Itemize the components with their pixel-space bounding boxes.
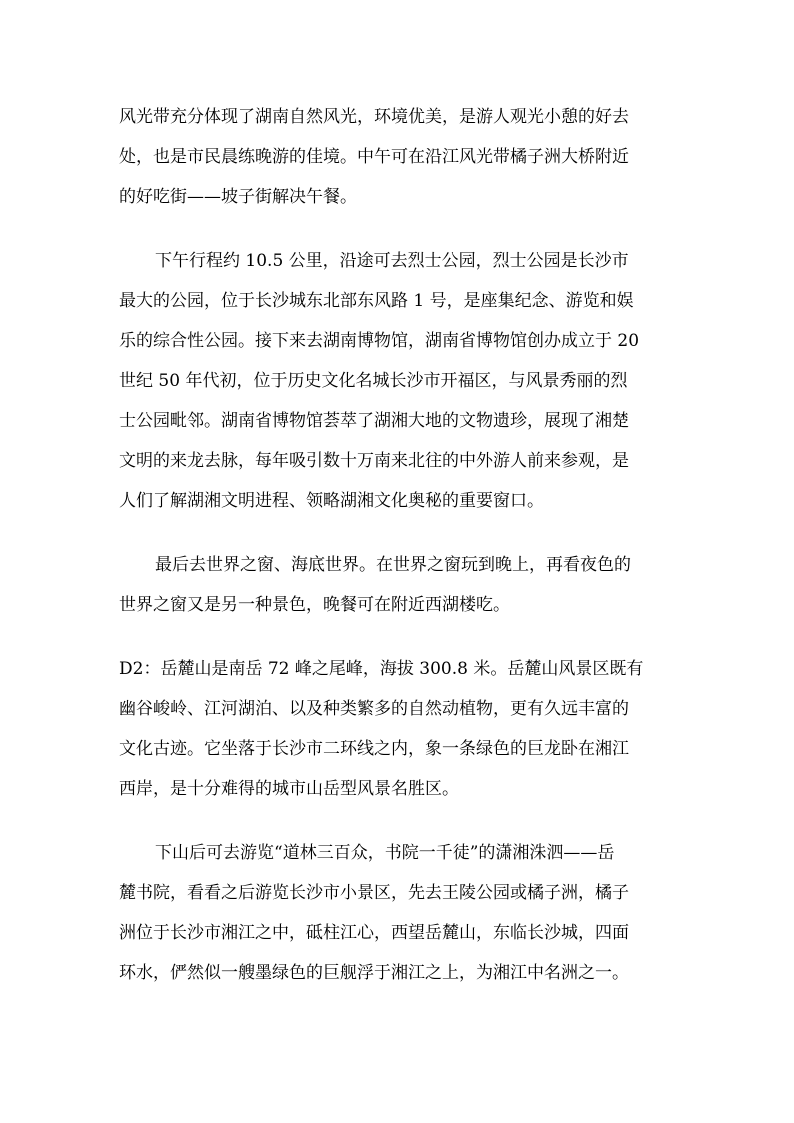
text-line: 世纪 50 年代初，位于历史文化名城长沙市开福区，与风景秀丽的烈 [119, 371, 628, 391]
text-line: 风光带充分体现了湖南自然风光，环境优美，是游人观光小憩的好去 [119, 107, 629, 127]
text-line: 幽谷峻岭、江河湖泊、以及种类繁多的自然动植物，更有久远丰富的 [119, 699, 629, 719]
text-line: 人们了解湖湘文明进程、领略湖湘文化奥秘的重要窗口。 [119, 491, 544, 511]
text-line: 下山后可去游览“道林三百众，书院一千徒”的潇湘洙泗——岳 [155, 843, 615, 863]
text-line: 的好吃街——坡子街解决午餐。 [119, 187, 357, 207]
text-line: 文明的来龙去脉，每年吸引数十万南来北往的中外游人前来参观，是 [119, 451, 629, 471]
paragraph-2 [119, 241, 685, 521]
text-line: 环水，俨然似一艘墨绿色的巨舰浮于湘江之上，为湘江中名洲之一。 [119, 963, 629, 983]
paragraph-4 [119, 649, 685, 809]
text-line: 最大的公园，位于长沙城东北部东风路 1 号，是座集纪念、游览和娱 [119, 291, 634, 311]
paragraph-5 [119, 833, 685, 993]
text-line: 下午行程约 10.5 公里，沿途可去烈士公园，烈士公园是长沙市 [155, 251, 629, 271]
paragraph-3 [119, 545, 685, 625]
text-line: 最后去世界之窗、海底世界。在世界之窗玩到晚上，再看夜色的 [155, 555, 631, 575]
text-line: 文化古迹。它坐落于长沙市二环线之内，象一条绿色的巨龙卧在湘江 [119, 739, 629, 759]
text-line: 世界之窗又是另一种景色，晚餐可在附近西湖楼吃。 [119, 595, 510, 615]
text-line: D2：岳麓山是南岳 72 峰之尾峰，海拔 300.8 米。岳麓山风景区既有 [119, 659, 644, 679]
text-line: 麓书院，看看之后游览长沙市小景区，先去王陵公园或橘子洲，橘子 [119, 883, 629, 903]
text-line: 乐的综合性公园。接下来去湖南博物馆，湖南省博物馆创办成立于 20 [119, 331, 640, 351]
text-line: 洲位于长沙市湘江之中，砥柱江心，西望岳麓山，东临长沙城，四面 [119, 923, 629, 943]
text-line: 处，也是市民晨练晚游的佳境。中午可在沿江风光带橘子洲大桥附近 [119, 147, 629, 167]
text-line: 西岸，是十分难得的城市山岳型风景名胜区。 [119, 779, 459, 799]
document-body [119, 97, 685, 993]
text-line: 士公园毗邻。湖南省博物馆荟萃了湖湘大地的文物遗珍，展现了湘楚 [119, 411, 629, 431]
paragraph-1 [119, 97, 685, 217]
